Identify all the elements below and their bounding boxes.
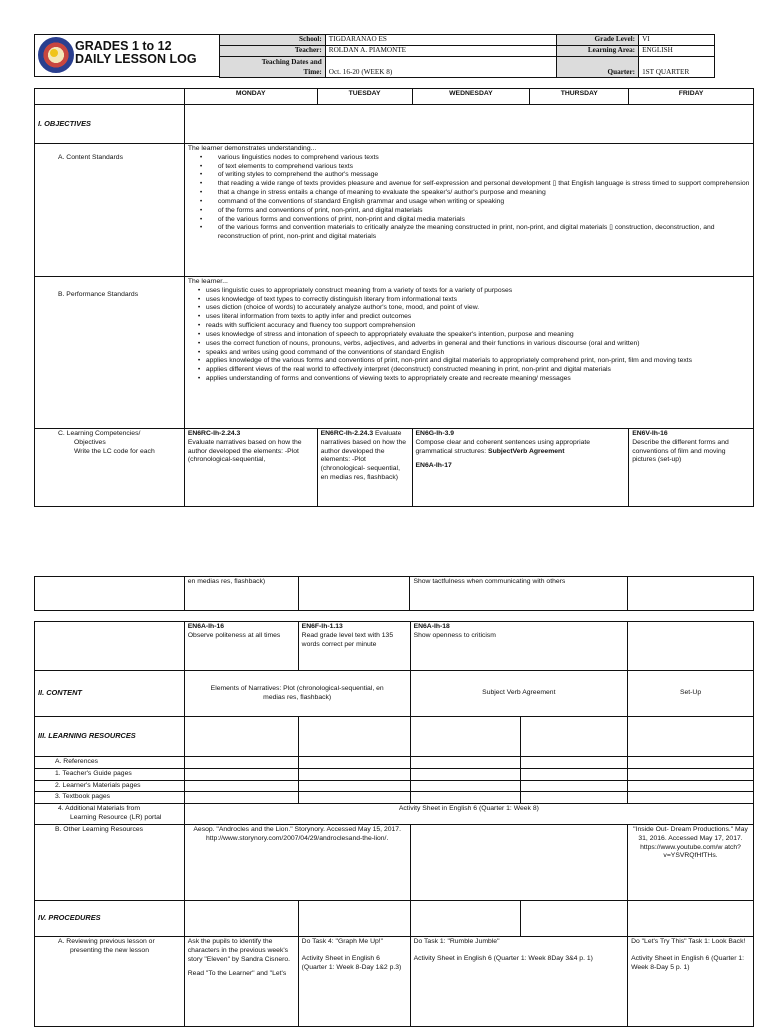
content-item: • various linguistics nodes to comprehend various texts — [188, 154, 750, 163]
ref-cell — [628, 757, 754, 769]
dates-label-line2: Time: — [303, 68, 322, 76]
performance-item: • uses linguistic cues to appropriately construct meaning from a variety of texts for a variety of purposes — [196, 287, 750, 296]
proc-text-2: Activity Sheet in English 6 (Quarter 1: Week 8-Day 5 p. 1) — [631, 954, 745, 971]
comp-cont-tuesday — [298, 622, 410, 671]
competencies-label-line3: Write the LC code for each — [74, 447, 155, 455]
ref-cell — [410, 757, 521, 769]
resources-friday — [628, 717, 754, 757]
competency-code-2: EN6A-Ih-17 — [415, 462, 452, 470]
content-standards-label — [35, 144, 185, 277]
objectives-heading — [35, 105, 185, 144]
content-item: • of the forms and conventions of print, non-print, and digital materials — [188, 207, 750, 216]
ref-cell — [184, 757, 298, 769]
area-label: Learning Area: — [557, 46, 639, 57]
lm-cell — [184, 780, 298, 792]
proc-blank — [521, 900, 628, 936]
day-header-blank — [35, 89, 185, 105]
day-header-monday: MONDAY — [184, 89, 317, 105]
ref-cell — [521, 757, 628, 769]
performance-item: • applies different views of the real world to effectively interpret (deconstruct) constructed meaning in print, non-print and digital materials — [196, 366, 750, 375]
references-label: A. References — [35, 757, 185, 769]
performance-item: • applies knowledge of the various forms and conventions of print, non-print and digital materials to appropriately comprehend print, non-print, film and moving texts — [196, 357, 750, 366]
lm-cell — [521, 780, 628, 792]
proc-blank — [628, 900, 754, 936]
resources-wednesday — [410, 717, 521, 757]
dates-label-line1: Teaching Dates and — [261, 58, 322, 66]
proc-blank — [410, 900, 521, 936]
day-header-tuesday: TUESDAY — [317, 89, 412, 105]
document-title — [75, 40, 197, 66]
additional-materials-value: Activity Sheet in English 6 (Quarter 1: Week 8) — [184, 804, 753, 825]
competency-friday — [629, 429, 754, 507]
additional-materials-label — [35, 804, 185, 825]
competencies-label-line1: C. Learning Competencies/ — [58, 430, 141, 437]
performance-item: • reads with sufficient accuracy and fluency too support comprehension — [196, 322, 750, 331]
competency-code: EN6A-Ih-18 — [413, 623, 450, 630]
content-wednesday-thursday: Subject Verb Agreement — [410, 671, 627, 717]
teachers-guide-label: 1. Teacher's Guide pages — [35, 768, 185, 780]
performance-standards-cell — [184, 277, 753, 429]
content-standards-label-text: A. Content Standards — [58, 154, 123, 161]
content-heading — [35, 671, 185, 717]
tg-cell — [628, 768, 754, 780]
objectives-blank — [184, 105, 753, 144]
dates-label — [220, 57, 326, 78]
dll-table-page1 — [34, 88, 754, 507]
school-label: School: — [220, 35, 326, 46]
comp-cont-monday — [184, 622, 298, 671]
procedures-heading — [35, 900, 185, 936]
comp-cont-wednesday — [410, 622, 627, 671]
competency-monday — [184, 429, 317, 507]
other-resources-wed-thu — [410, 824, 627, 900]
competency-code: EN6RC-Ih-2.24.3 — [187, 430, 241, 437]
procedure-a-label — [35, 936, 185, 1026]
competency-text: Read grade level text with 135 words correct per minute — [301, 631, 394, 648]
competency-text: Evaluate narratives based on how the author developed the elements: -Plot (chronological-sequential, — [187, 438, 302, 464]
content-item: • that reading a wide range of texts provides pleasure and avenue for self-expression and personal development ▯ that English language is stress timed to support comprehension — [188, 180, 750, 189]
competency-code: EN6RC-Ih-2.24.3 — [320, 430, 374, 437]
other-resources-monday-tuesday: Aesop. "Androcles and the Lion." Storynory. Accessed May 15, 2017. http://www.storynory.com/2007/04/29/androclesand-the-lion/. — [184, 824, 410, 900]
dll-table-continuation — [34, 576, 754, 611]
content-item: • that a change in stress entails a change of meaning to evaluate the speaker's/ author's purpose and meaning — [188, 189, 750, 198]
competencies-label — [35, 429, 185, 507]
additional-label-line1: 4. Additional Materials from — [58, 805, 140, 813]
competencies-label-line2: Objectives — [74, 438, 106, 446]
content-intro: The learner demonstrates understanding... — [187, 145, 317, 152]
competency-text: Compose clear and coherent sentences using appropriate grammatical structures: — [415, 438, 591, 455]
proc-text: Ask the pupils to identify the characters in the previous week's story "Eleven" by Sandra Cisnero. — [187, 937, 291, 963]
day-header-wednesday: WEDNESDAY — [412, 89, 530, 105]
resources-thursday — [521, 717, 628, 757]
procedure-a-friday — [628, 936, 754, 1026]
competency-text: Observe politeness at all times — [187, 631, 281, 639]
performance-standards-label — [35, 277, 185, 429]
tg-cell — [521, 768, 628, 780]
tg-cell — [298, 768, 410, 780]
competency-text: Evaluate narratives based on how the author developed the elements: -Plot (chronological- sequential, en medias res, flashback) — [320, 430, 407, 482]
competency-text: Describe the different forms and conventions of film and moving pictures (set-up) — [632, 438, 729, 464]
ref-cell — [298, 757, 410, 769]
day-header-friday: FRIDAY — [629, 89, 754, 105]
other-resources-label: B. Other Learning Resources — [35, 824, 185, 900]
quarter-value: 1ST QUARTER — [639, 57, 715, 78]
lm-cell — [410, 780, 521, 792]
cont-blank — [35, 577, 185, 611]
content-friday: Set-Up — [628, 671, 754, 717]
performance-label-text: B. Performance Standards — [58, 291, 139, 298]
proc-blank — [184, 900, 298, 936]
content-item: • command of the conventions of standard English grammar and usage when writing or speaking — [188, 198, 750, 207]
deped-seal-icon — [38, 37, 74, 73]
content-item: • of the various forms and convention materials to critically analyze the meaning constructed in print, non-print, and digital materials ▯ construction, deconstruction, and reconstruction of print, non-print and digital materials — [188, 224, 750, 242]
content-title: II. CONTENT — [38, 688, 82, 698]
header-info-table — [219, 34, 715, 78]
content-text-line2: medias res, flashback) — [263, 693, 332, 701]
performance-item: • uses the correct function of nouns, pronouns, verbs, adjectives, and adverbs in general and their functions in various discourse (oral and written) — [196, 340, 750, 349]
teacher-value: ROLDAN A. PIAMONTE — [325, 46, 556, 57]
proc-text: Do "Let's Try This" Task 1: Look Back! — [631, 937, 746, 945]
content-item: • of writing styles to comprehend the author's message — [188, 171, 750, 180]
tg-cell — [184, 768, 298, 780]
performance-item: • uses literal information from texts to aptly infer and predict outcomes — [196, 313, 750, 322]
performance-item: • applies understanding of forms and conventions of viewing texts to appropriately create and recreate meaning/ messages — [196, 375, 750, 384]
performance-intro: The learner... — [187, 278, 228, 285]
competency-code: EN6G-Ih-3.9 — [415, 430, 455, 437]
cont-monday: en medias res, flashback) — [184, 577, 298, 611]
performance-item: • uses knowledge of stress and intonation of speech to appropriately evaluate the speaker's intention, purpose and meaning — [196, 331, 750, 340]
procedure-a-tuesday — [298, 936, 410, 1026]
comp-cont-blank — [35, 622, 185, 671]
grade-value: VI — [639, 35, 715, 46]
competency-code: EN6F-Ih-1.13 — [301, 623, 343, 630]
proc-a-line2: presenting the new lesson — [70, 946, 149, 954]
resources-title: III. LEARNING RESOURCES — [38, 731, 136, 741]
content-monday-tuesday — [184, 671, 410, 717]
competency-tuesday — [317, 429, 412, 507]
procedure-a-wednesday — [410, 936, 627, 1026]
other-resources-friday: "Inside Out- Dream Productions." May 31, 2016. Accessed May 17, 2017. https://www.youtube.com/w atch?v=YSVRQfHfTHs. — [628, 824, 754, 900]
proc-text: Do Task 1: "Rumble Jumble" — [413, 937, 500, 945]
resources-tuesday — [298, 717, 410, 757]
additional-label-line2: Learning Resource (LR) portal — [70, 814, 162, 822]
title-line-2: DAILY LESSON LOG — [75, 52, 197, 66]
tb-cell — [184, 792, 298, 804]
competency-code: EN6A-Ih-16 — [187, 623, 225, 630]
content-item: • of the various forms and conventions of print, non-print and digital media materials — [188, 216, 750, 225]
objectives-title: I. OBJECTIVES — [38, 118, 91, 128]
proc-a-line1: A. Reviewing previous lesson or — [58, 937, 155, 945]
procedures-title: IV. PROCEDURES — [38, 913, 101, 923]
resources-heading — [35, 717, 185, 757]
comp-cont-friday — [628, 622, 754, 671]
lm-cell — [628, 780, 754, 792]
content-standards-cell — [184, 144, 753, 277]
area-value: ENGLISH — [639, 46, 715, 57]
competency-code: EN6V-Ih-16 — [632, 430, 668, 437]
lm-cell — [298, 780, 410, 792]
procedure-a-monday — [184, 936, 298, 1026]
quarter-label: Quarter: — [557, 57, 639, 78]
content-item: • of text elements to comprehend various texts — [188, 163, 750, 172]
teacher-label: Teacher: — [220, 46, 326, 57]
day-header-thursday: THURSDAY — [530, 89, 629, 105]
proc-text-2: Read "To the Learner" and "Let's — [187, 970, 287, 978]
tg-cell — [410, 768, 521, 780]
tb-cell — [298, 792, 410, 804]
performance-item: • uses knowledge of text types to correctly distinguish literary from informational texts — [196, 296, 750, 305]
competency-text-bold: SubjectVerb Agreement — [488, 447, 565, 455]
dll-table-page2 — [34, 621, 754, 1027]
header-logo-box — [34, 34, 221, 77]
performance-item: • uses diction (choice of words) to accurately analyze author's tone, mood, and point of view. — [196, 304, 750, 313]
dates-value: Oct. 16-20 (WEEK 8) — [325, 57, 556, 78]
school-value: TIGDARANAO ES — [325, 35, 556, 46]
title-line-1: GRADES 1 to 12 — [75, 39, 172, 53]
tb-cell — [628, 792, 754, 804]
cont-wednesday: Show tactfulness when communicating with others — [410, 577, 628, 611]
cont-friday — [628, 577, 754, 611]
proc-blank — [298, 900, 410, 936]
proc-text: Do Task 4: "Graph Me Up!" — [301, 937, 384, 945]
learners-materials-label: 2. Learner's Materials pages — [35, 780, 185, 792]
proc-text-2: Activity Sheet in English 6 (Quarter 1: Week 8-Day 1&2 p.3) — [301, 954, 402, 971]
cont-tuesday — [298, 577, 410, 611]
performance-item: • speaks and writes using good command of the conventions of standard English — [196, 349, 750, 358]
proc-text-2: Activity Sheet in English 6 (Quarter 1: Week 8Day 3&4 p. 1) — [413, 954, 593, 962]
grade-label: Grade Level: — [557, 35, 639, 46]
tb-cell — [521, 792, 628, 804]
tb-cell — [410, 792, 521, 804]
resources-monday — [184, 717, 298, 757]
competency-wednesday — [412, 429, 629, 507]
content-text-line1: Elements of Narratives: Plot (chronological-sequential, en — [210, 684, 384, 692]
textbook-label: 3. Textbook pages — [35, 792, 185, 804]
competency-text: Show openness to criticism — [413, 631, 496, 639]
